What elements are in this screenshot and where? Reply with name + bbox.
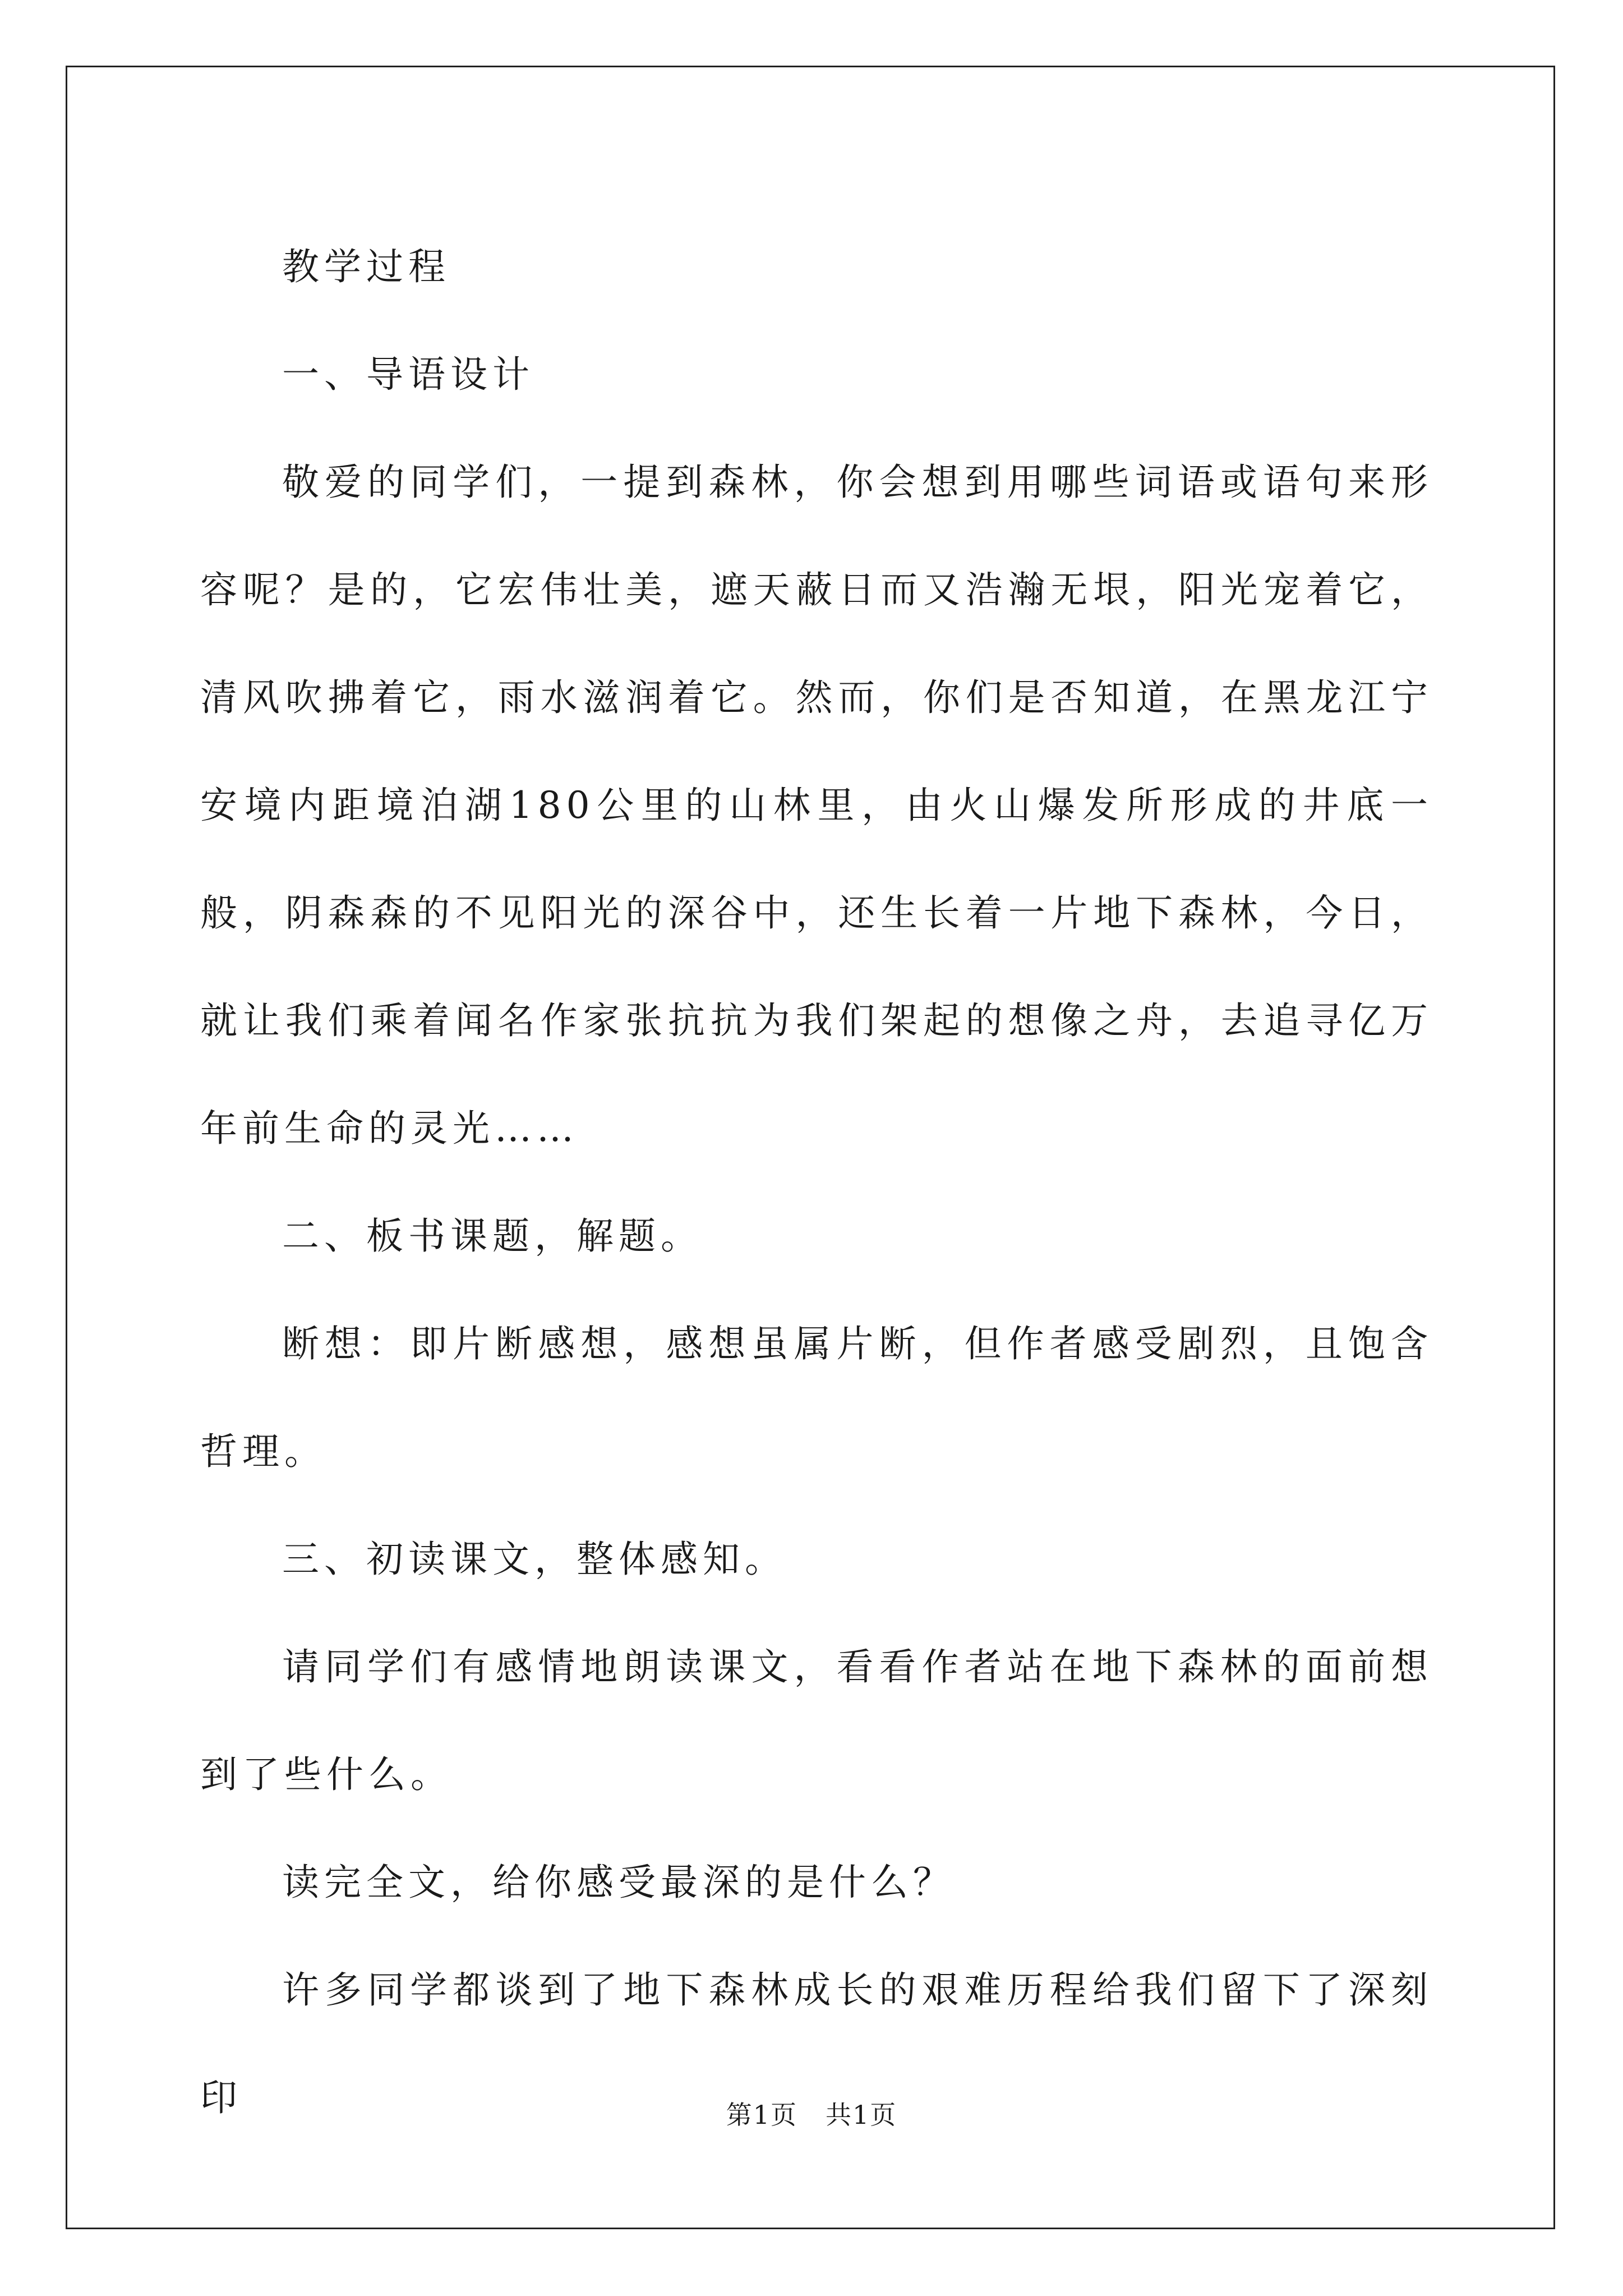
- paragraph-intro: 敬爱的同学们，一提到森林，你会想到用哪些词语或语句来形容呢？是的，它宏伟壮美，遮天蔽日而又浩瀚无垠，阳光宠着它，清风吹拂着它，雨水滋润着它。然而，你们是否知道，在黑龙江宁安境内距境泊湖180公里的山林里，由火山爆发所形成的井底一般，阴森森的不见阳光的深谷中，还生长着一片地下森林，今日，就让我们乘着闻名作家张抗抗为我们架起的想像之舟，去追寻亿万年前生命的灵光……: [200, 461, 1433, 1150]
- page-footer: [0, 2098, 1623, 2132]
- page-number-current: 第1页: [726, 2100, 797, 2130]
- page-number-total: 共1页: [826, 2100, 897, 2130]
- paragraph-title-explanation: 断想：即片断感想，感想虽属片断，但作者感受剧烈，且饱含哲理。: [200, 1322, 1433, 1473]
- section-heading-intro-design: 一、导语设计: [282, 353, 534, 396]
- paragraph-reading-instruction: 请同学们有感情地朗读课文，看看作者站在地下森林的面前想到了些什么。: [200, 1645, 1433, 1796]
- section-heading-first-reading: 三、初读课文，整体感知。: [282, 1538, 787, 1581]
- paragraph-reading-question: 读完全文，给你感受最深的是什么？: [282, 1861, 955, 1904]
- paragraph-student-response: 许多同学都谈到了地下森林成长的艰难历程给我们留下了深刻印: [200, 1968, 1433, 2119]
- section-heading-board-title: 二、板书课题，解题。: [282, 1214, 703, 1258]
- document-body: [200, 213, 1433, 2152]
- section-heading-teaching-process: 教学过程: [282, 245, 450, 288]
